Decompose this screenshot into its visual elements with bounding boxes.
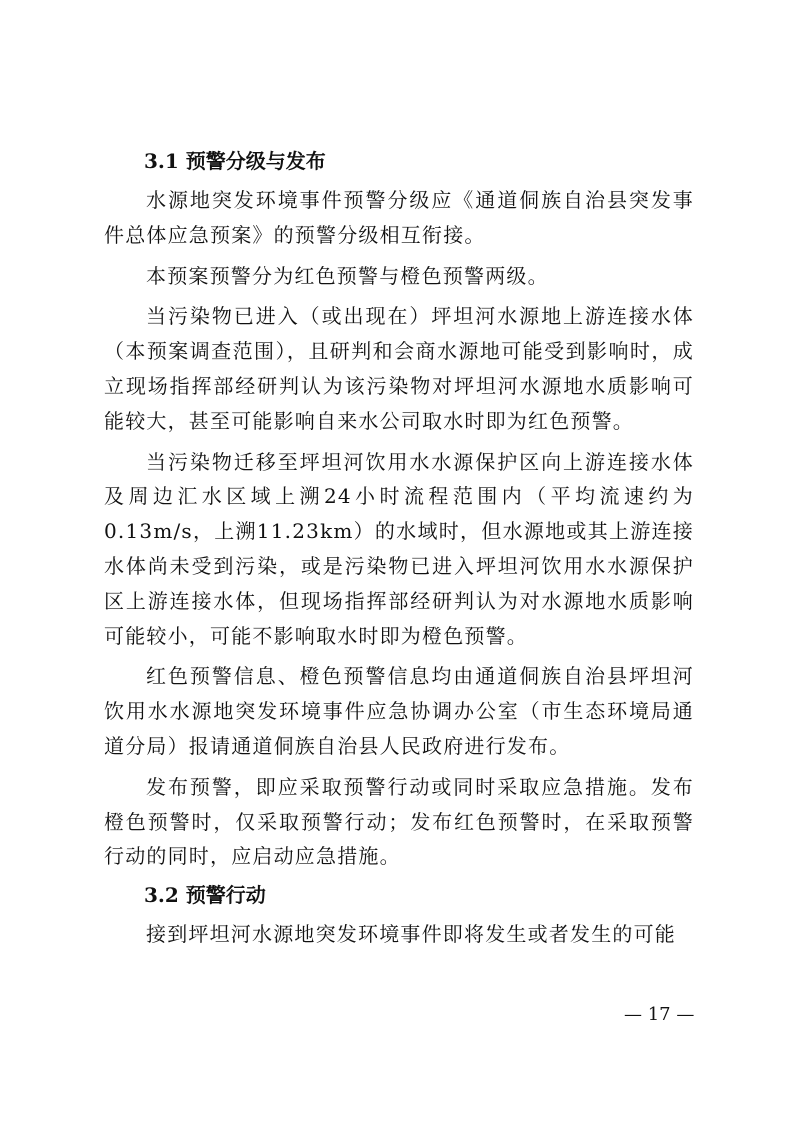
paragraph: 发布预警，即应采取预警行动或同时采取应急措施。发布橙色预警时，仅采取预警行动；发布红色预警时，在采取预警行动的同时，应启动应急措施。: [104, 774, 694, 869]
paragraph: 红色预警信息、橙色预警信息均由通道侗族自治县坪坦河饮用水水源地突发环境事件应急协调办公室（市生态环境局通道分局）报请通道侗族自治县人民政府进行发布。: [104, 664, 694, 758]
paragraph: 水源地突发环境事件预警分级应《通道侗族自治县突发事件总体应急预案》的预警分级相互衔接。: [104, 188, 694, 247]
document-body: [104, 146, 694, 958]
paragraph: 接到坪坦河水源地突发环境事件即将发生或者发生的可能: [146, 922, 676, 947]
section-heading-3-2: 3.2 预警行动: [144, 883, 266, 908]
paragraph: 当污染物迁移至坪坦河饮用水水源保护区向上游连接水体及周边汇水区域上溯24小时流程范围内（平均流速约为0.13m/s，上溯11.23km）的水域时，但水源地或其上游连接水体尚未受到污染，或是污染物已进入坪坦河饮用水水源保护区上游连接水体，但现场指挥部经研判认为对水源地水质影响可能较小，可能不影响取水时即为橙色预警。: [104, 449, 694, 648]
section-heading-3-1: 3.1 预警分级与发布: [144, 149, 326, 173]
page-number: — 17 —: [624, 1004, 695, 1025]
paragraph: 当污染物已进入（或出现在）坪坦河水源地上游连接水体（本预案调查范围），且研判和会商水源地可能受到影响时，成立现场指挥部经研判认为该污染物对坪坦河水源地水质影响可能较大，甚至可能影响自来水公司取水时即为红色预警。: [104, 304, 694, 433]
paragraph: 本预案预警分为红色预警与橙色预警两级。: [146, 263, 549, 288]
